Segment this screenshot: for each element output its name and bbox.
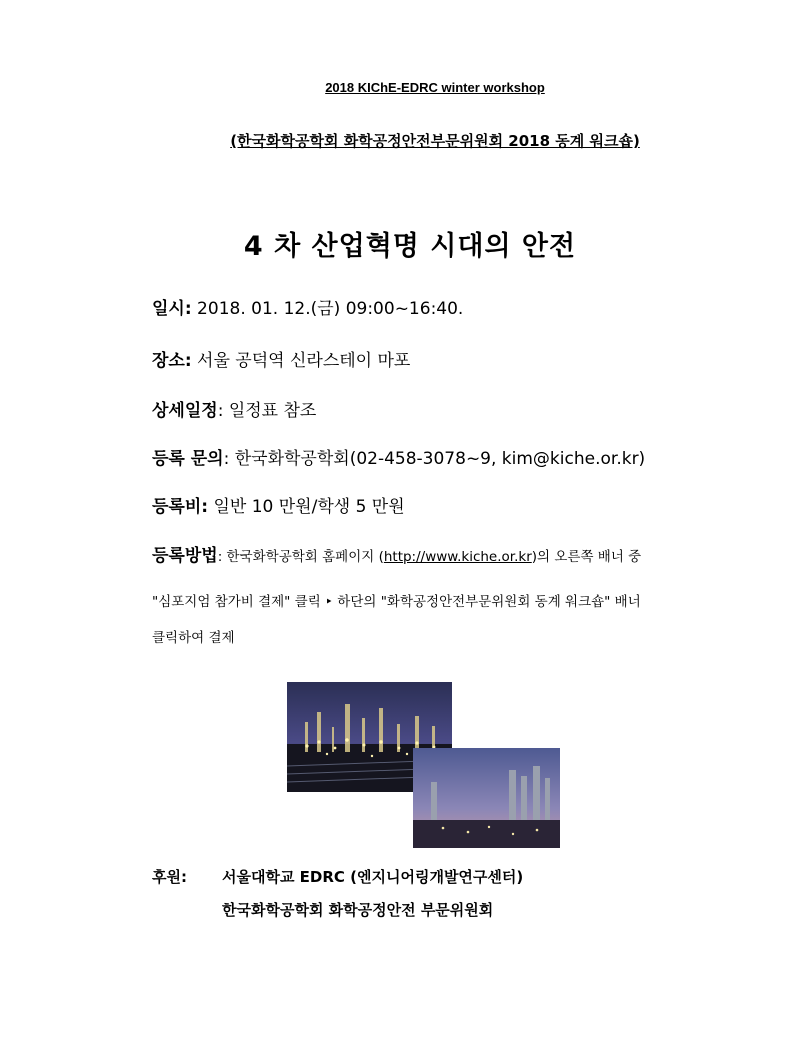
kiche-homepage-link[interactable]: http://www.kiche.or.kr	[383, 549, 532, 565]
method-line-3: 클릭하여 결제	[152, 630, 235, 646]
date-label: 일시:	[152, 299, 192, 319]
schedule-row	[152, 396, 316, 421]
method-line-2: "심포지엄 참가비 결제" 클릭 ‣ 하단의 "화학공정안전부문위원회 동계 워크숍" 배너	[152, 594, 641, 610]
plant-dusk-photo	[413, 748, 560, 848]
schedule-value: : 일정표 참조	[217, 401, 317, 421]
workshop-title-korean: (한국화학공학회 화학공정안전부문위원회 2018 동계 워크숍)	[230, 132, 640, 150]
method-row	[152, 541, 641, 566]
place-value: 서울 공덕역 신라스테이 마포	[191, 351, 411, 371]
method-text-pre: : 한국화학공학회 홈페이지 (	[217, 549, 384, 565]
place-row	[152, 346, 410, 371]
fee-row	[152, 492, 405, 517]
method-label: 등록방법	[152, 546, 218, 566]
sponsor-line-1: 서울대학교 EDRC (엔지니어링개발연구센터)	[222, 868, 524, 886]
sponsor-line-2: 한국화학공학회 화학공정안전 부문위원회	[222, 901, 494, 919]
schedule-label: 상세일정	[152, 401, 218, 421]
workshop-title-english: 2018 KIChE-EDRC winter workshop	[325, 80, 545, 95]
place-label: 장소:	[152, 351, 192, 371]
inquiry-row	[152, 444, 645, 469]
page-title: 4 차 산업혁명 시대의 안전	[243, 231, 577, 262]
method-text-post: )의 오른쪽 배너 중	[531, 549, 642, 565]
sponsor-label: 후원:	[152, 868, 187, 886]
date-value: 2018. 01. 12.(금) 09:00~16:40.	[191, 299, 464, 319]
fee-value: 일반 10 만원/학생 5 만원	[208, 497, 405, 517]
date-row	[152, 294, 463, 319]
fee-label: 등록비:	[152, 497, 209, 517]
inquiry-label: 등록 문의	[152, 449, 224, 469]
inquiry-value: : 한국화학공학회(02-458-3078~9, kim@kiche.or.kr)	[223, 449, 646, 469]
